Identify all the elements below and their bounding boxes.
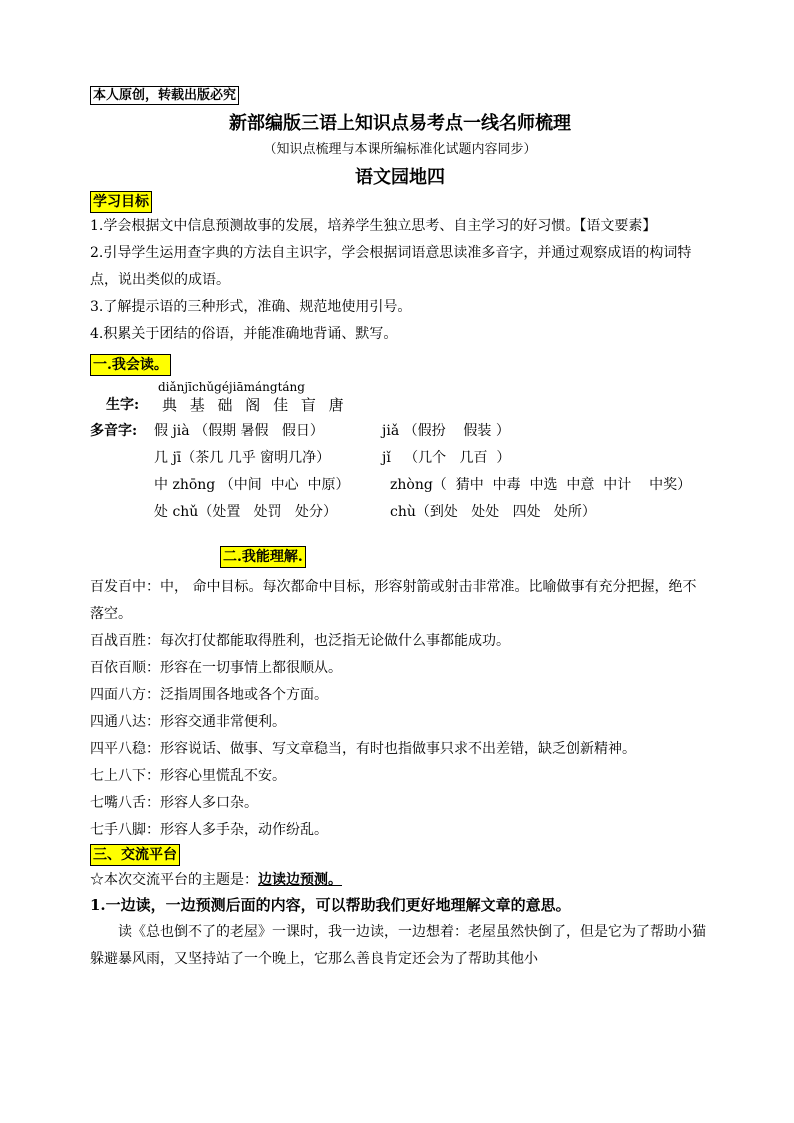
duoyin-block — [90, 418, 710, 526]
idiom-item: 百战百胜：每次打仗都能取得胜利，也泛指无论做什么事都能成功。 — [90, 633, 510, 649]
idiom-item: 四平八稳：形容说话、做事、写文章稳当，有时也指做事只求不出差错，缺乏创新精神。 — [90, 741, 636, 757]
idiom-item: 七嘴八舌：形容人多口杂。 — [90, 795, 258, 811]
goal-item-2: 2.引导学生运用查字典的方法自主识字，学会根据词语意思读准多音字，并通过观察成语的构词特点，说出类似的成语。 — [90, 245, 692, 288]
document-subtitle: （知识点梳理与本课所编标准化试题内容同步） — [263, 142, 537, 157]
theme-value: 边读边预测。 — [258, 872, 342, 888]
document-page — [90, 84, 710, 973]
section2-heading-wrap — [220, 546, 710, 568]
section3-heading: 三、交流平台 — [90, 844, 180, 866]
example-paragraph: 读《总也倒不了的老屋》一课时，我一边读，一边想着：老屋虽然快倒了，但是它为了帮助小猫躲避暴风雨，又坚持站了一个晚上，它那么善良肯定还会为了帮助其他小 — [90, 924, 706, 967]
duoyin-left: 处 chǔ（处置 处罚 处分） — [154, 504, 338, 520]
duoyin-right: jiǎ （假扮 假装 ） — [382, 423, 510, 439]
goals-heading-wrap — [90, 191, 710, 213]
duoyin-right: jǐ （几个 几百 ） — [382, 450, 511, 466]
duoyin-right: zhòng（ 猜中 中毒 中选 中意 中计 中奖） — [390, 477, 692, 493]
duoyin-row — [90, 445, 710, 472]
copyright-notice: 本人原创，转载出版必究 — [90, 86, 239, 105]
idiom-item: 百发百中：中， 命中目标。每次都命中目标，形容射箭或射击非常准。比喻做事有充分把握，绝不落空。 — [90, 579, 697, 622]
section1-heading-wrap — [90, 354, 710, 376]
shengzi-label: 生字: — [106, 397, 140, 413]
duoyin-left: 假 jià （假期 暑假 假日） — [154, 423, 324, 439]
duoyin-row — [90, 499, 710, 526]
goal-item-3: 3.了解提示语的三种形式，准确、规范地使用引号。 — [90, 299, 412, 315]
section3-heading-wrap — [90, 844, 710, 866]
idiom-item: 七上八下：形容心里慌乱不安。 — [90, 768, 286, 784]
section1-heading: 一.我会读。 — [90, 354, 171, 376]
duoyin-left: 中 zhōng （中间 中心 中原） — [154, 477, 350, 493]
theme-prefix: ☆本次交流平台的主题是： — [90, 872, 258, 888]
point-1: 1.一边读，一边预测后面的内容，可以帮助我们更好地理解文章的意思。 — [90, 896, 571, 914]
idiom-item: 七手八脚：形容人多手杂，动作纷乱。 — [90, 822, 328, 838]
shengzi-chars: 典 基 础 阁 佳 盲 唐 — [162, 396, 348, 414]
duoyin-row — [90, 472, 710, 499]
idiom-list — [90, 574, 710, 844]
document-title: 新部编版三语上知识点易考点一线名师梳理 — [229, 113, 571, 134]
shengzi-pinyin: diǎnjīchǔgéjiāmángtáng — [158, 380, 305, 394]
idiom-item: 四面八方：泛指周围各地或各个方面。 — [90, 687, 328, 703]
theme-line — [90, 868, 710, 892]
shengzi-row — [90, 380, 710, 418]
duoyin-right: chù（到处 处处 四处 处所） — [390, 504, 596, 520]
section2-heading: 二.我能理解. — [220, 546, 306, 568]
duoyin-left: 几 jī（茶几 几乎 窗明几净） — [154, 450, 331, 466]
goal-item-1: 1.学会根据文中信息预测故事的发展，培养学生独立思考、自主学习的好习惯。【语文要素】 — [90, 218, 657, 234]
goal-item-4: 4.积累关于团结的俗语，并能准确地背诵、默写。 — [90, 326, 398, 342]
duoyin-row — [90, 418, 710, 445]
duoyin-label: 多音字: — [90, 423, 138, 439]
goals-heading: 学习目标 — [90, 191, 152, 213]
lesson-title: 语文园地四 — [355, 167, 445, 188]
idiom-item: 四通八达：形容交通非常便利。 — [90, 714, 286, 730]
idiom-item: 百依百顺：形容在一切事情上都很顺从。 — [90, 660, 342, 676]
